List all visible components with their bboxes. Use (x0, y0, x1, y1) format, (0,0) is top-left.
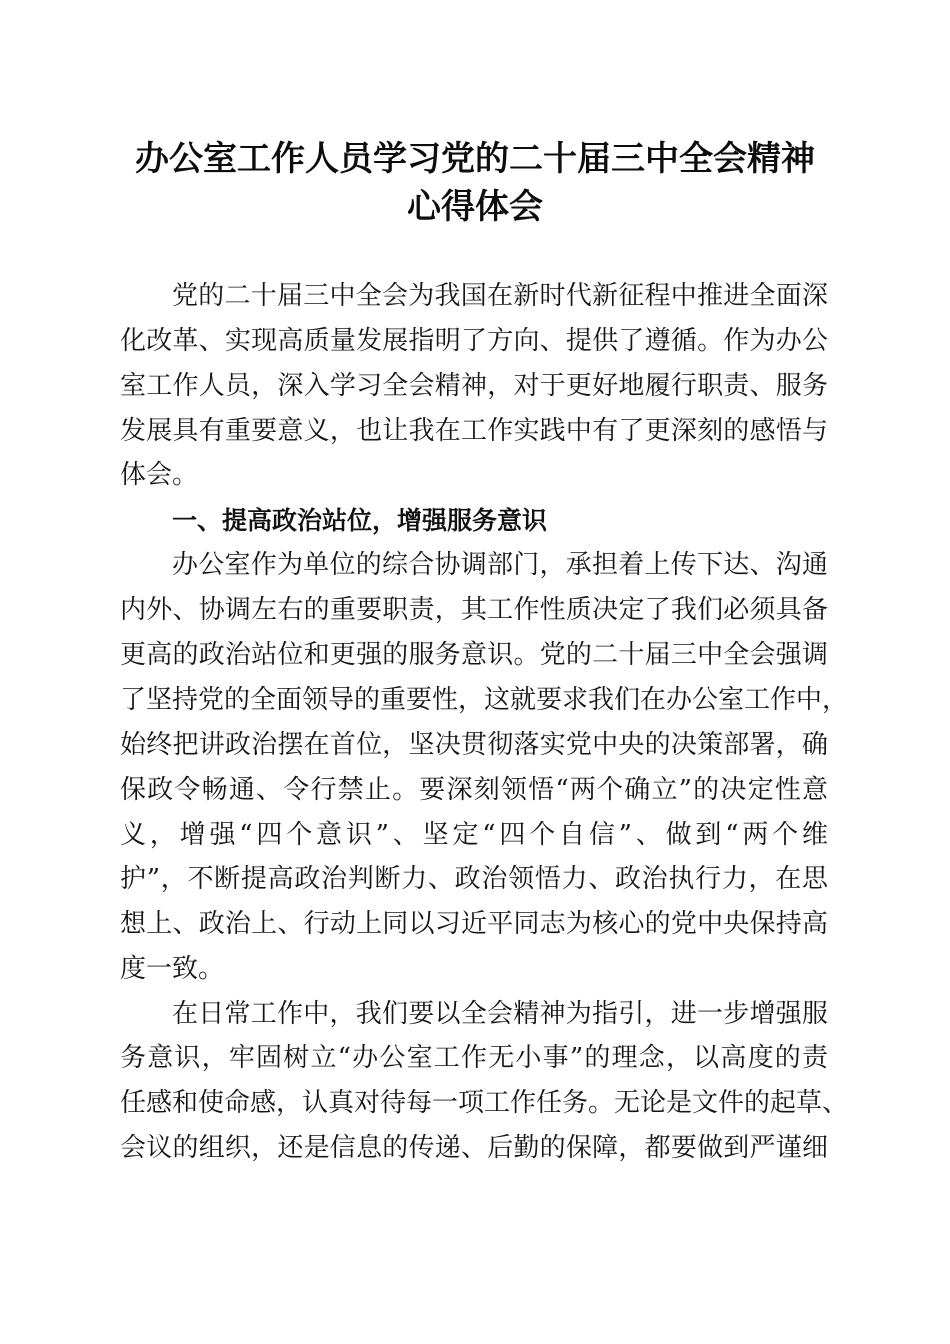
paragraph-2-line-5: 始终把讲政治摆在首位，坚决贯彻落实党中央的决策部署，确 (120, 730, 828, 760)
paragraph-1-line-3: 室工作人员，深入学习全会精神，对于更好地履行职责、服务 (120, 371, 828, 401)
document-title-line-2: 心得体会 (407, 187, 543, 227)
document-title-line-1: 办公室工作人员学习党的二十届三中全会精神 (135, 139, 815, 179)
paragraph-1-line-1: 党的二十届三中全会为我国在新时代新征程中推进全面深 (172, 281, 828, 311)
paragraph-2-line-1: 办公室作为单位的综合协调部门，承担着上传下达、沟通 (172, 550, 828, 580)
paragraph-1-line-2: 化改革、实现高质量发展指明了方向、提供了遵循。作为办公 (120, 326, 828, 356)
paragraph-3-line-2: 务意识，牢固树立“办公室工作无小事”的理念，以高度的责 (120, 1043, 828, 1073)
paragraph-2-line-9: 想上、政治上、行动上同以习近平同志为核心的党中央保持高 (120, 909, 828, 939)
paragraph-2-line-2: 内外、协调左右的重要职责，其工作性质决定了我们必须具备 (120, 595, 828, 625)
paragraph-3-line-4: 会议的组织，还是信息的传递、后勤的保障，都要做到严谨细 (120, 1133, 828, 1163)
paragraph-2-line-3: 更高的政治站位和更强的服务意识。党的二十届三中全会强调 (120, 640, 828, 670)
paragraph-2-line-7: 义，增强“四个意识”、坚定“四个自信”、做到“两个维 (120, 820, 828, 850)
paragraph-2-line-4: 了坚持党的全面领导的重要性，这就要求我们在办公室工作中， (120, 685, 849, 715)
paragraph-1-line-5: 体会。 (120, 460, 199, 490)
paragraph-2-line-6: 保政令畅通、令行禁止。要深刻领悟“两个确立”的决定性意 (120, 775, 828, 805)
paragraph-2-line-8: 护”，不断提高政治判断力、政治领悟力、政治执行力，在思 (120, 864, 828, 894)
paragraph-2-line-10: 度一致。 (120, 954, 225, 984)
paragraph-1-line-4: 发展具有重要意义，也让我在工作实践中有了更深刻的感悟与 (120, 416, 828, 446)
section-heading-1: 一、提高政治站位，增强服务意识 (172, 506, 548, 535)
paragraph-3-line-3: 任感和使命感，认真对待每一项工作任务。无论是文件的起草、 (120, 1088, 849, 1118)
paragraph-3-line-1: 在日常工作中，我们要以全会精神为指引，进一步增强服 (172, 999, 828, 1029)
